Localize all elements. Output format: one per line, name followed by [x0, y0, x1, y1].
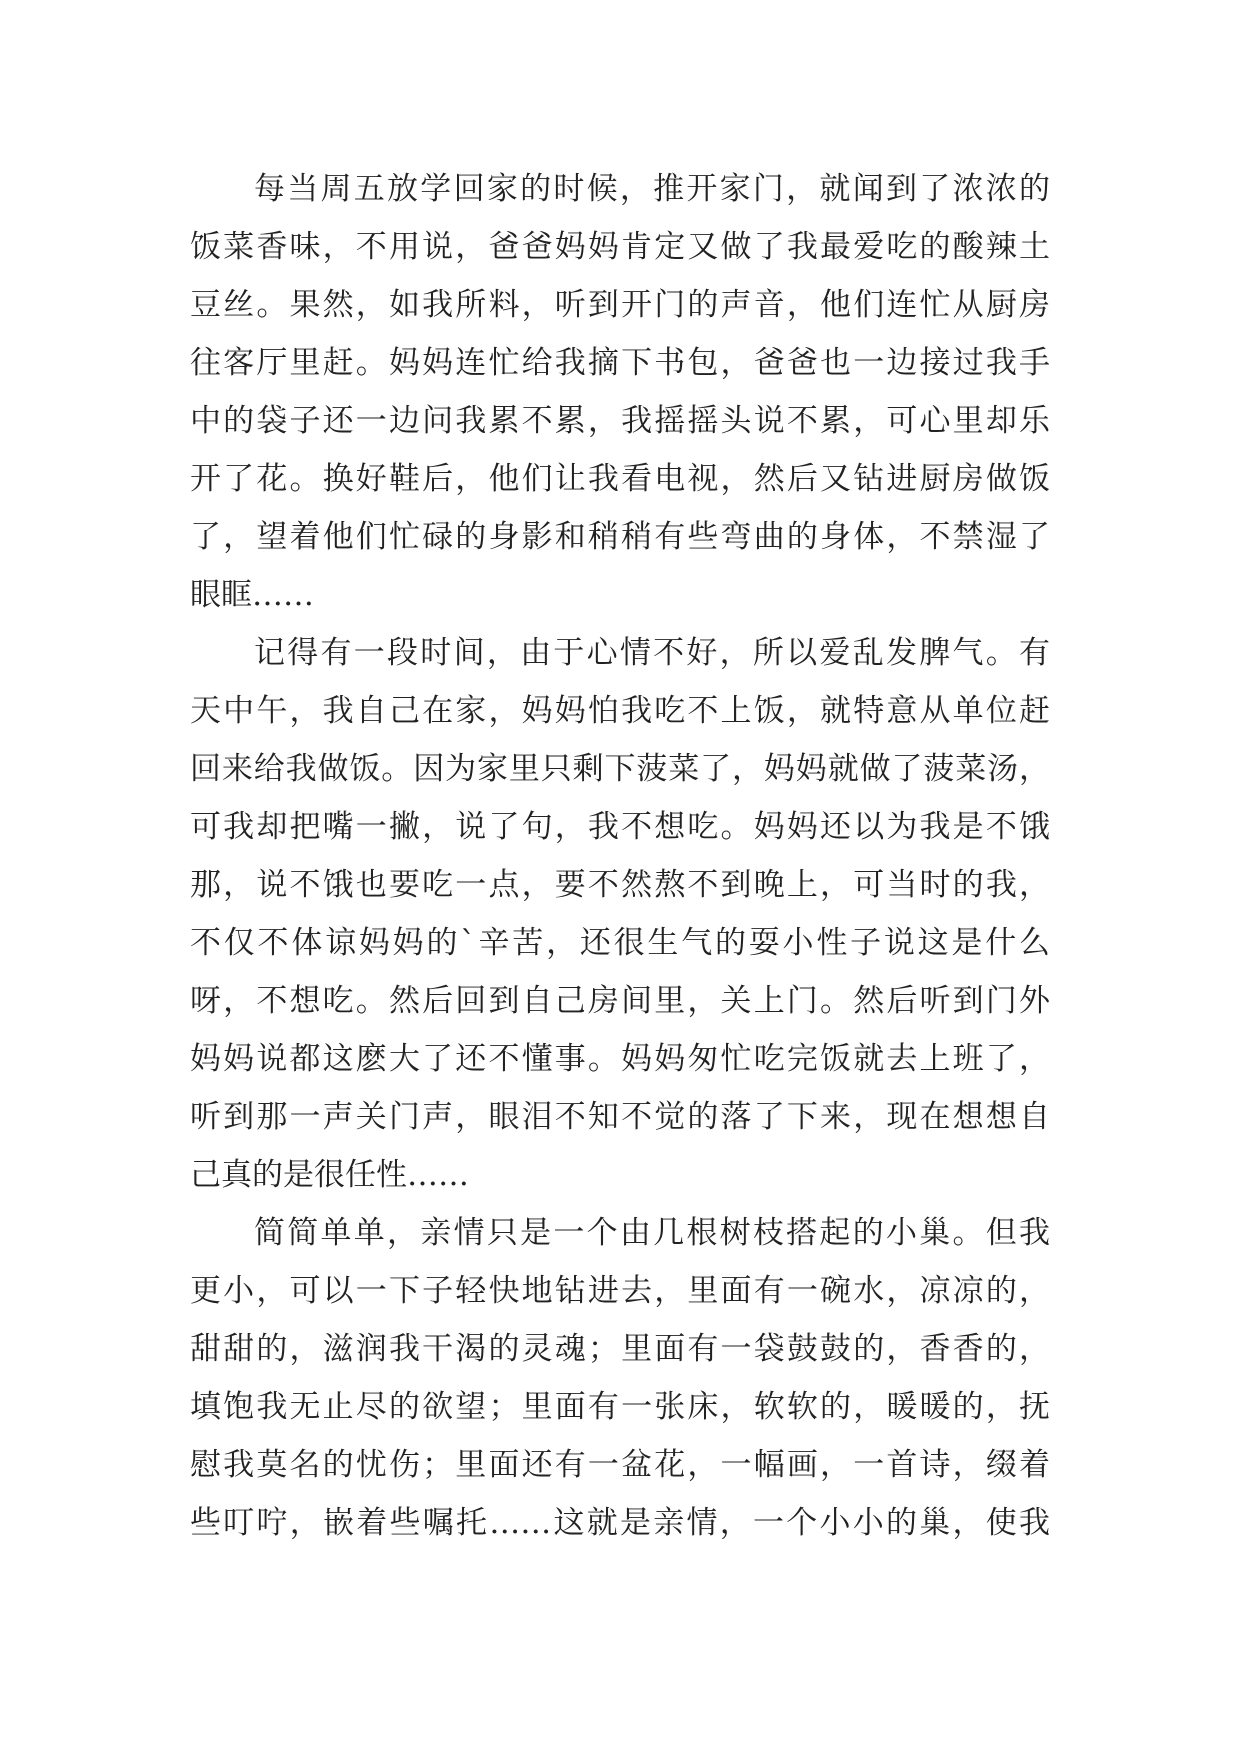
paragraph-line: 回来给我做饭。因为家里只剩下菠菜了，妈妈就做了菠菜汤，: [190, 751, 1050, 787]
paragraph-line: 填饱我无止尽的欲望；里面有一张床，软软的，暖暖的，抚: [190, 1389, 1050, 1425]
paragraph-line: 呀，不想吃。然后回到自己房间里，关上门。然后听到门外: [190, 983, 1050, 1019]
paragraph-line: 眼眶……: [190, 577, 314, 613]
paragraph-line: 甜甜的，滋润我干渴的灵魂；里面有一袋鼓鼓的，香香的，: [190, 1331, 1050, 1367]
paragraph-line: 那，说不饿也要吃一点，要不然熬不到晚上，可当时的我，: [190, 867, 1050, 903]
paragraph-line: 可我却把嘴一撇，说了句，我不想吃。妈妈还以为我是不饿: [190, 809, 1050, 845]
document-body: [190, 160, 1050, 1552]
paragraph-line: 更小，可以一下子轻快地钻进去，里面有一碗水，凉凉的，: [190, 1273, 1050, 1309]
paragraph-line: 往客厅里赶。妈妈连忙给我摘下书包，爸爸也一边接过我手: [190, 345, 1050, 381]
paragraph-3: [190, 1204, 1050, 1552]
paragraph-line: 妈妈说都这麽大了还不懂事。妈妈匆忙吃完饭就去上班了，: [190, 1041, 1050, 1077]
paragraph-line: 慰我莫名的忧伤；里面还有一盆花，一幅画，一首诗，缀着: [190, 1447, 1050, 1483]
paragraph-line: 些叮咛，嵌着些嘱托……这就是亲情，一个小小的巢，使我: [190, 1505, 1050, 1541]
paragraph-line: 己真的是很任性……: [190, 1157, 469, 1193]
paragraph-line: 简简单单，亲情只是一个由几根树枝搭起的小巢。但我: [254, 1215, 1050, 1251]
paragraph-1: [190, 160, 1050, 624]
paragraph-2: [190, 624, 1050, 1204]
paragraph-line: 记得有一段时间，由于心情不好，所以爱乱发脾气。有: [254, 635, 1050, 671]
paragraph-line: 了，望着他们忙碌的身影和稍稍有些弯曲的身体，不禁湿了: [190, 519, 1050, 555]
paragraph-line: 饭菜香味，不用说，爸爸妈妈肯定又做了我最爱吃的酸辣土: [190, 229, 1050, 265]
paragraph-line: 豆丝。果然，如我所料，听到开门的声音，他们连忙从厨房: [190, 287, 1050, 323]
paragraph-line: 中的袋子还一边问我累不累，我摇摇头说不累，可心里却乐: [190, 403, 1050, 439]
paragraph-line: 听到那一声关门声，眼泪不知不觉的落了下来，现在想想自: [190, 1099, 1050, 1135]
paragraph-line: 每当周五放学回家的时候，推开家门，就闻到了浓浓的: [254, 171, 1050, 207]
paragraph-line: 天中午，我自己在家，妈妈怕我吃不上饭，就特意从单位赶: [190, 693, 1050, 729]
paragraph-line: 不仅不体谅妈妈的`辛苦，还很生气的耍小性子说这是什么: [190, 925, 1050, 961]
paragraph-line: 开了花。换好鞋后，他们让我看电视，然后又钻进厨房做饭: [190, 461, 1050, 497]
